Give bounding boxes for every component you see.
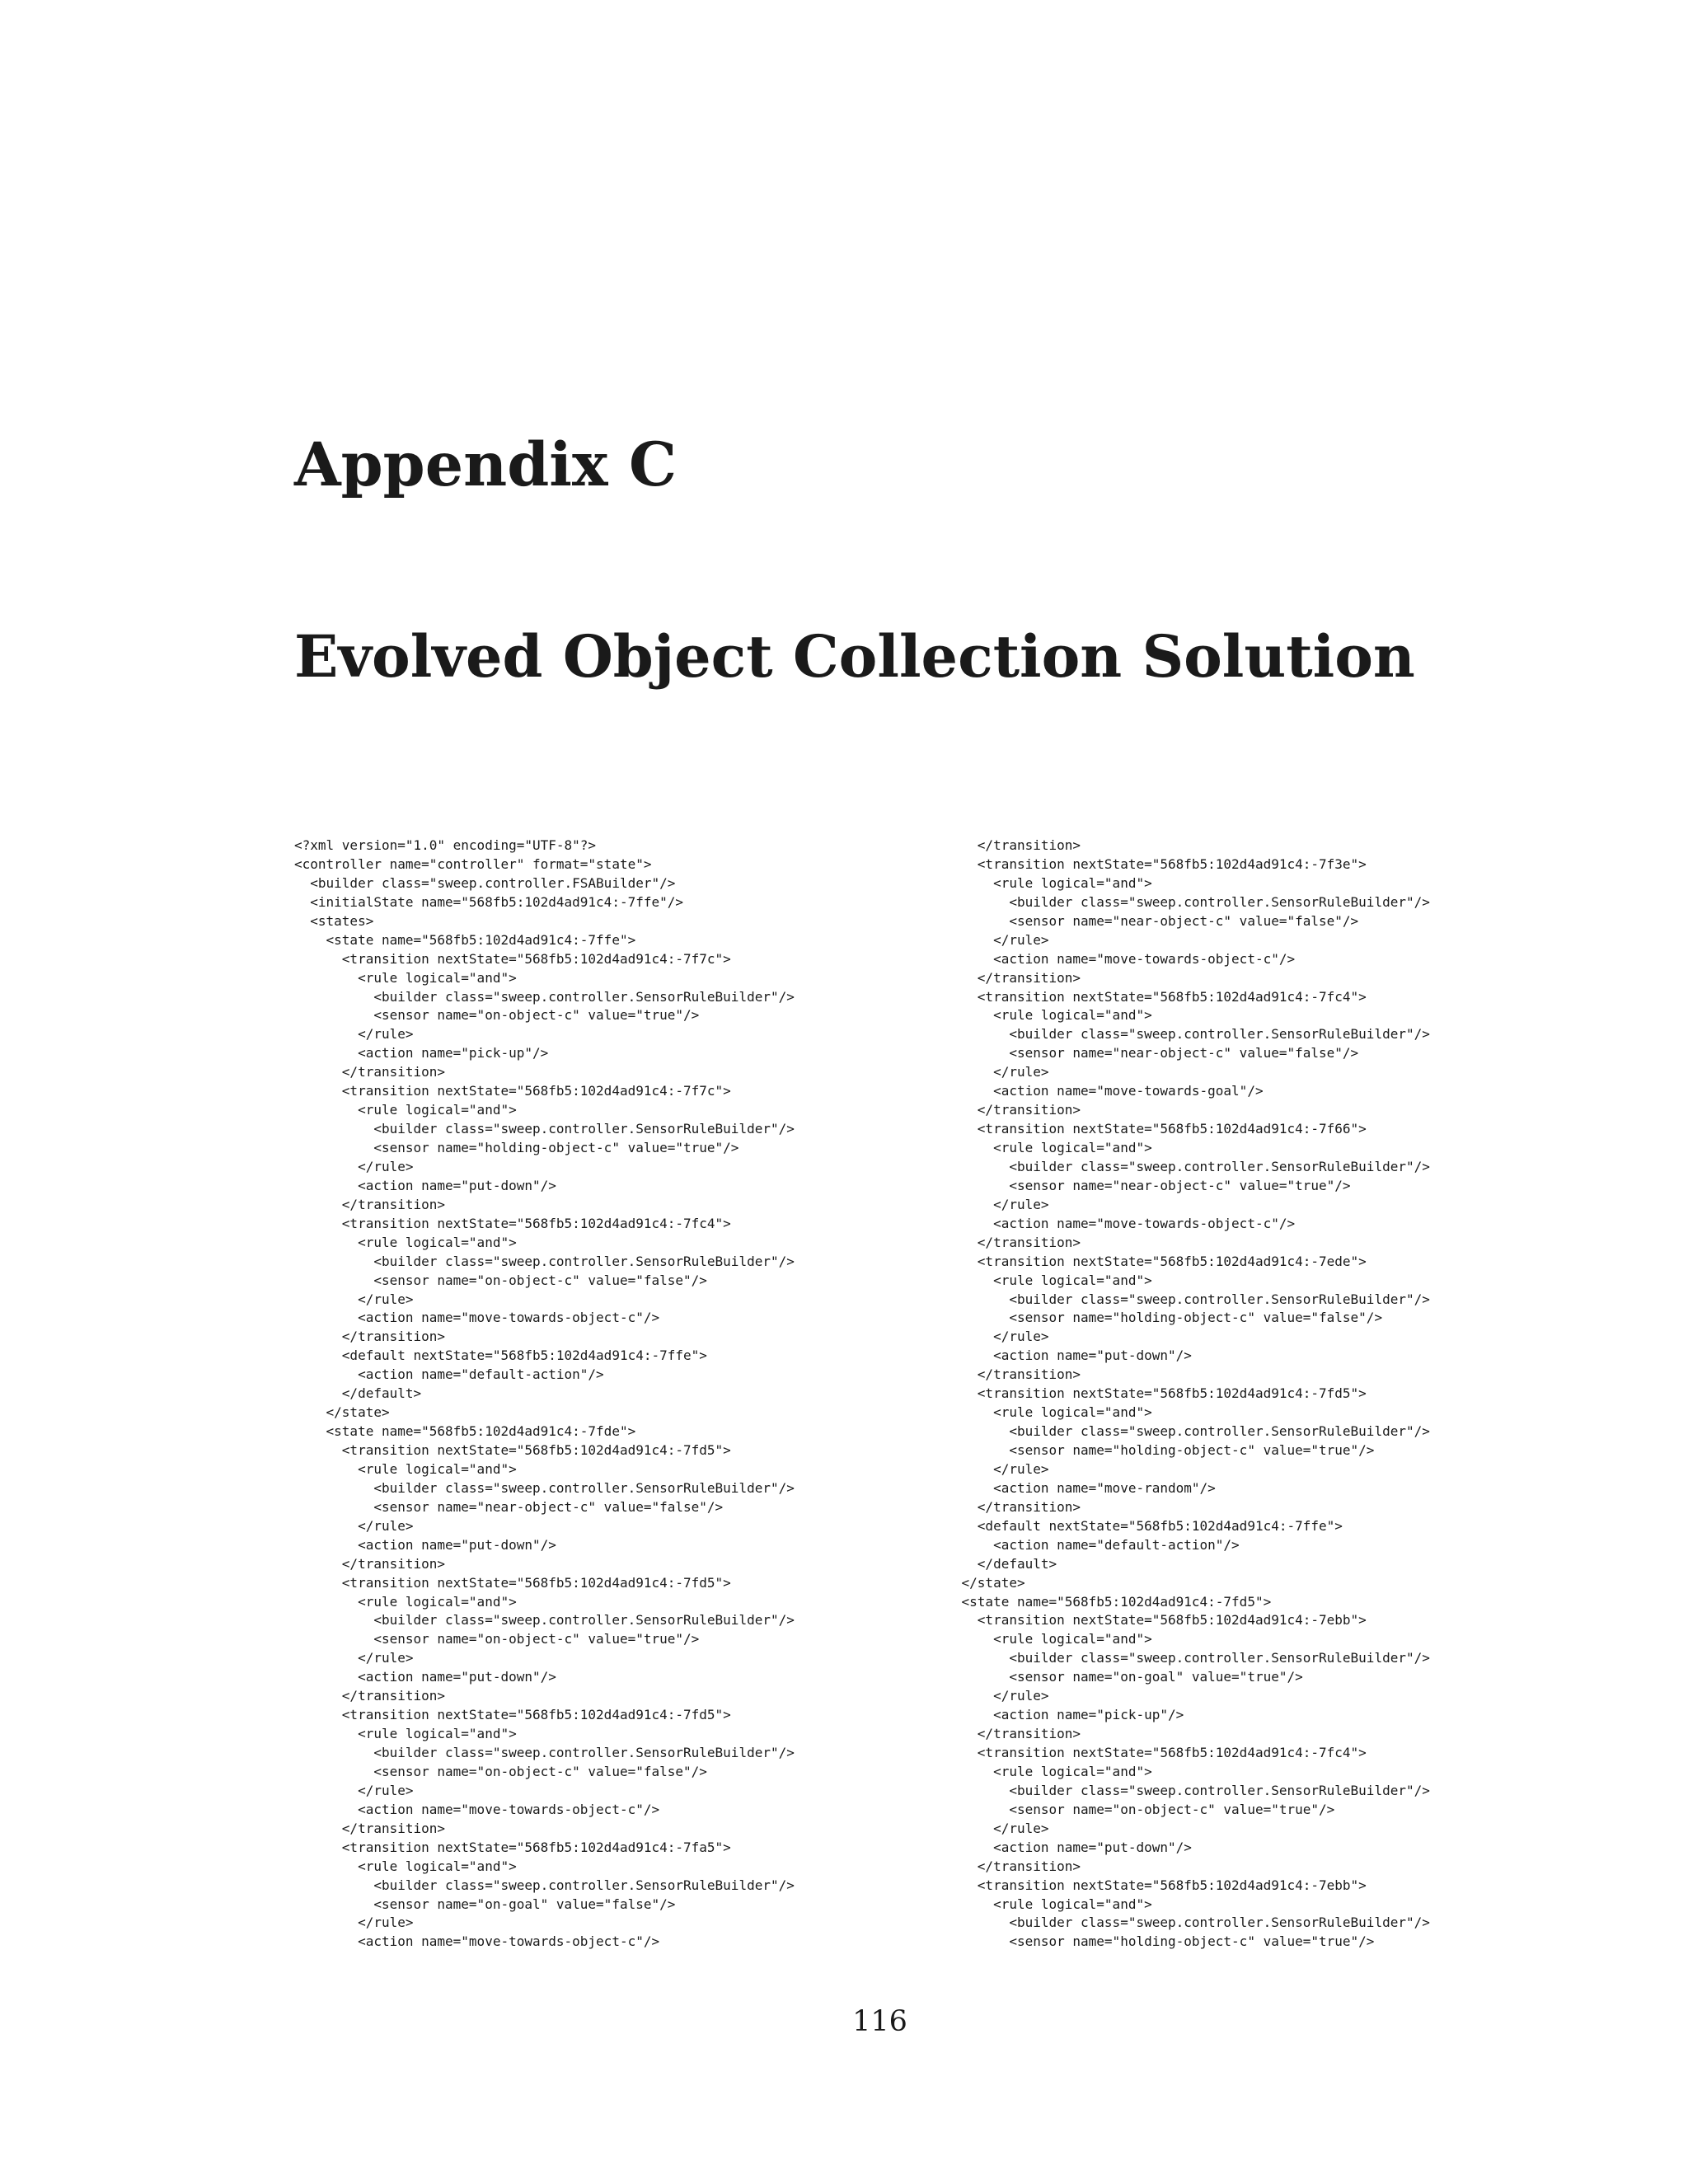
- code-line: <builder class="sweep.controller.SensorRuleBuilder"/>: [294, 1253, 795, 1269]
- code-line: <builder class="sweep.controller.SensorRuleBuilder"/>: [294, 1121, 795, 1137]
- code-line: </rule>: [930, 1460, 1049, 1477]
- code-line: </transition>: [294, 1064, 446, 1080]
- code-line: </rule>: [930, 1820, 1049, 1836]
- code-line: <default nextState="568fb5:102d4ad91c4:-7ffe">: [930, 1517, 1343, 1534]
- code-line: </transition>: [294, 1555, 446, 1572]
- code-line: <builder class="sweep.controller.SensorRuleBuilder"/>: [930, 1423, 1430, 1440]
- code-line: </transition>: [930, 1858, 1081, 1874]
- code-line: <sensor name="holding-object-c" value="true"/>: [930, 1442, 1375, 1458]
- code-line: <transition nextState="568fb5:102d4ad91c4:-7f3e">: [930, 855, 1367, 872]
- code-line: <sensor name="on-goal" value="false"/>: [294, 1896, 676, 1912]
- code-line: <action name="pick-up"/>: [930, 1707, 1184, 1723]
- code-line: <action name="move-towards-object-c"/>: [294, 1310, 660, 1326]
- code-line: <transition nextState="568fb5:102d4ad91c4:-7fc4">: [294, 1215, 731, 1231]
- code-line: <builder class="sweep.controller.SensorRuleBuilder"/>: [294, 1877, 795, 1893]
- code-line: <action name="put-down"/>: [294, 1177, 556, 1193]
- code-line: <action name="put-down"/>: [294, 1536, 556, 1553]
- code-line: <rule logical="and">: [294, 969, 517, 986]
- code-line: </default>: [294, 1385, 422, 1402]
- code-line: <builder class="sweep.controller.SensorRuleBuilder"/>: [930, 1650, 1430, 1666]
- code-line: </transition>: [930, 1234, 1081, 1250]
- code-line: <action name="move-random"/>: [930, 1479, 1216, 1496]
- code-line: <rule logical="and">: [294, 1593, 517, 1610]
- code-line: <sensor name="near-object-c" value="true"/>: [930, 1177, 1351, 1193]
- code-line: </transition>: [294, 1820, 446, 1836]
- code-line: <sensor name="on-object-c" value="true"/>: [294, 1007, 700, 1024]
- code-line: <sensor name="on-object-c" value="false"/>: [294, 1272, 707, 1288]
- code-line: <builder class="sweep.controller.SensorRuleBuilder"/>: [294, 1745, 795, 1760]
- code-line: <action name="move-towards-object-c"/>: [930, 950, 1296, 967]
- code-line: <sensor name="holding-object-c" value="false"/>: [930, 1310, 1383, 1326]
- code-line: <controller name="controller" format="state">: [294, 855, 652, 872]
- code-line: <?xml version="1.0" encoding="UTF-8"?>: [294, 837, 597, 853]
- code-line: </rule>: [930, 1196, 1049, 1212]
- code-line: <rule logical="and">: [294, 1102, 517, 1118]
- code-listing-left-column: [294, 837, 795, 1952]
- code-line: <initialState name="568fb5:102d4ad91c4:-7ffe"/>: [294, 893, 684, 910]
- code-line: </rule>: [294, 1650, 414, 1666]
- code-line: <builder class="sweep.controller.SensorRuleBuilder"/>: [294, 988, 795, 1005]
- code-line: <action name="move-towards-object-c"/>: [930, 1215, 1296, 1231]
- code-line: </state>: [930, 1574, 1025, 1591]
- code-line: <action name="move-towards-goal"/>: [930, 1083, 1264, 1099]
- code-line: </rule>: [930, 931, 1049, 948]
- code-line: </rule>: [930, 1064, 1049, 1080]
- code-line: <builder class="sweep.controller.SensorRuleBuilder"/>: [930, 1782, 1430, 1798]
- code-line: <builder class="sweep.controller.SensorRuleBuilder"/>: [930, 893, 1430, 910]
- code-line: <sensor name="near-object-c" value="false"/>: [930, 1045, 1359, 1062]
- code-line: <action name="move-towards-object-c"/>: [294, 1801, 660, 1817]
- code-line: <builder class="sweep.controller.FSABuilder"/>: [294, 874, 676, 891]
- code-line: <rule logical="and">: [930, 1272, 1152, 1288]
- code-line: </transition>: [930, 1726, 1081, 1742]
- code-line: </transition>: [930, 969, 1081, 986]
- code-line: <state name="568fb5:102d4ad91c4:-7fd5">: [930, 1593, 1272, 1610]
- code-line: </rule>: [294, 1291, 414, 1307]
- chapter-title: Evolved Object Collection Solution: [294, 622, 1415, 691]
- code-line: </default>: [930, 1555, 1057, 1572]
- code-line: <sensor name="on-goal" value="true"/>: [930, 1669, 1303, 1685]
- code-line: <rule logical="and">: [930, 1140, 1152, 1155]
- code-line: </state>: [294, 1404, 390, 1421]
- code-line: <action name="default-action"/>: [294, 1366, 604, 1383]
- code-line: </rule>: [294, 1517, 414, 1534]
- code-line: </transition>: [930, 1498, 1081, 1515]
- code-line: <sensor name="holding-object-c" value="true"/>: [294, 1140, 739, 1155]
- code-line: <transition nextState="568fb5:102d4ad91c4:-7fd5">: [294, 1707, 731, 1723]
- code-line: <action name="put-down"/>: [294, 1669, 556, 1685]
- code-line: </rule>: [294, 1026, 414, 1043]
- code-line: <transition nextState="568fb5:102d4ad91c4:-7fc4">: [930, 988, 1367, 1005]
- code-line: <rule logical="and">: [294, 1726, 517, 1742]
- code-line: <sensor name="on-object-c" value="false"/>: [294, 1763, 707, 1779]
- code-line: <rule logical="and">: [294, 1234, 517, 1250]
- code-line: <sensor name="holding-object-c" value="true"/>: [930, 1933, 1375, 1950]
- page-number: 116: [852, 2005, 907, 2038]
- code-line: <transition nextState="568fb5:102d4ad91c4:-7f7c">: [294, 950, 731, 967]
- code-line: <states>: [294, 912, 374, 929]
- code-line: <transition nextState="568fb5:102d4ad91c4:-7ebb">: [930, 1877, 1367, 1893]
- code-line: <rule logical="and">: [294, 1460, 517, 1477]
- code-line: <sensor name="on-object-c" value="true"/>: [294, 1631, 700, 1647]
- code-line: <builder class="sweep.controller.SensorRuleBuilder"/>: [930, 1291, 1430, 1307]
- code-line: <action name="put-down"/>: [930, 1839, 1192, 1855]
- code-line: </transition>: [930, 1102, 1081, 1118]
- code-line: <rule logical="and">: [930, 1007, 1152, 1024]
- code-line: </transition>: [294, 1688, 446, 1704]
- code-line: </transition>: [930, 837, 1081, 853]
- code-line: <builder class="sweep.controller.SensorRuleBuilder"/>: [294, 1479, 795, 1496]
- code-line: <action name="pick-up"/>: [294, 1045, 549, 1062]
- code-line: <transition nextState="568fb5:102d4ad91c4:-7fd5">: [930, 1385, 1367, 1402]
- code-line: <sensor name="near-object-c" value="false"/>: [930, 912, 1359, 929]
- code-line: <transition nextState="568fb5:102d4ad91c4:-7fd5">: [294, 1574, 731, 1591]
- code-line: </rule>: [294, 1782, 414, 1798]
- code-line: <builder class="sweep.controller.SensorRuleBuilder"/>: [930, 1915, 1430, 1931]
- code-line: </rule>: [294, 1158, 414, 1174]
- code-line: <state name="568fb5:102d4ad91c4:-7ffe">: [294, 931, 636, 948]
- code-line: <rule logical="and">: [930, 1404, 1152, 1421]
- code-line: <transition nextState="568fb5:102d4ad91c4:-7fa5">: [294, 1839, 731, 1855]
- code-line: <builder class="sweep.controller.SensorRuleBuilder"/>: [930, 1158, 1430, 1174]
- code-line: <transition nextState="568fb5:102d4ad91c4:-7ebb">: [930, 1612, 1367, 1629]
- code-line: <builder class="sweep.controller.SensorRuleBuilder"/>: [930, 1026, 1430, 1043]
- code-line: <transition nextState="568fb5:102d4ad91c4:-7fc4">: [930, 1745, 1367, 1760]
- code-line: <transition nextState="568fb5:102d4ad91c4:-7fd5">: [294, 1442, 731, 1458]
- appendix-label: Appendix C: [294, 429, 678, 500]
- code-line: <rule logical="and">: [294, 1858, 517, 1874]
- code-line: </transition>: [930, 1366, 1081, 1383]
- code-line: <action name="put-down"/>: [930, 1347, 1192, 1364]
- code-line: <sensor name="on-object-c" value="true"/>: [930, 1801, 1335, 1817]
- code-line: <state name="568fb5:102d4ad91c4:-7fde">: [294, 1423, 636, 1440]
- code-line: <action name="default-action"/>: [930, 1536, 1240, 1553]
- code-line: <transition nextState="568fb5:102d4ad91c4:-7f66">: [930, 1121, 1367, 1137]
- code-line: </rule>: [294, 1915, 414, 1931]
- code-line: <builder class="sweep.controller.SensorRuleBuilder"/>: [294, 1612, 795, 1629]
- code-line: </rule>: [930, 1329, 1049, 1345]
- code-line: <rule logical="and">: [930, 1763, 1152, 1779]
- code-line: </transition>: [294, 1196, 446, 1212]
- code-line: <default nextState="568fb5:102d4ad91c4:-7ffe">: [294, 1347, 707, 1364]
- code-listing-right-column: [930, 837, 1430, 1952]
- code-line: <rule logical="and">: [930, 1631, 1152, 1647]
- code-line: </rule>: [930, 1688, 1049, 1704]
- code-line: <transition nextState="568fb5:102d4ad91c4:-7f7c">: [294, 1083, 731, 1099]
- code-line: <sensor name="near-object-c" value="false"/>: [294, 1498, 724, 1515]
- code-line: <transition nextState="568fb5:102d4ad91c4:-7ede">: [930, 1253, 1367, 1269]
- code-line: <action name="move-towards-object-c"/>: [294, 1933, 660, 1950]
- code-line: <rule logical="and">: [930, 1896, 1152, 1912]
- code-line: </transition>: [294, 1329, 446, 1345]
- code-line: <rule logical="and">: [930, 874, 1152, 891]
